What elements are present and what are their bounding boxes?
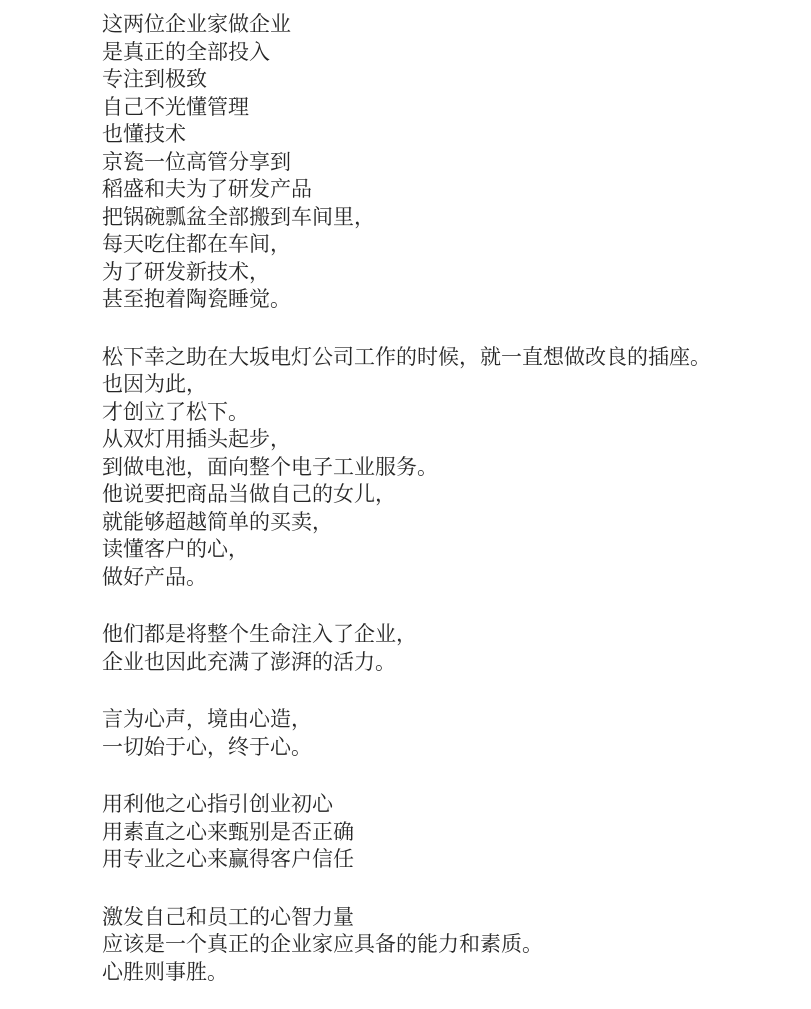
- text-line: 每天吃住都在车间，: [102, 233, 291, 256]
- text-line: 专注到极致: [102, 68, 207, 91]
- paragraph: [102, 344, 771, 592]
- paragraph: [102, 11, 771, 314]
- paragraph: [102, 791, 771, 874]
- text-line: 是真正的全部投入: [102, 40, 270, 64]
- text-line: 甚至抱着陶瓷睡觉。: [102, 288, 291, 311]
- text-line: 到做电池，面向整个电子工业服务。: [102, 455, 438, 479]
- text-line: 这两位企业家做企业: [102, 13, 291, 36]
- text-line: 为了研发新技术，: [102, 260, 270, 284]
- text-line: 把锅碗瓢盆全部搬到车间里，: [102, 205, 375, 229]
- text-line: 就能够超越简单的买卖，: [102, 510, 333, 534]
- text-line: 自己不光懂管理: [102, 95, 249, 119]
- paragraph: [102, 621, 771, 676]
- text-line: 用素直之心来甄别是否正确: [102, 820, 354, 844]
- text-line: 京瓷一位高管分享到: [102, 150, 291, 174]
- text-line: 用专业之心来赢得客户信任: [102, 848, 354, 871]
- text-line: 激发自己和员工的心智力量: [102, 905, 354, 929]
- text-line: 他们都是将整个生命注入了企业，: [102, 623, 417, 646]
- text-line: 也懂技术: [102, 123, 186, 146]
- text-line: 才创立了松下。: [102, 400, 249, 424]
- text-line: 应该是一个真正的企业家应具备的能力和素质。: [102, 933, 543, 956]
- text-line: 从双灯用插头起步，: [102, 428, 291, 451]
- text-line: 心胜则事胜。: [102, 960, 228, 984]
- text-line: 读懂客户的心，: [102, 538, 249, 561]
- text-line: 企业也因此充满了澎湃的活力。: [102, 650, 396, 674]
- text-line: 他说要把商品当做自己的女儿，: [102, 483, 396, 506]
- text-line: 稻盛和夫为了研发产品: [102, 178, 312, 201]
- text-line: 也因为此，: [102, 373, 207, 396]
- text-line: 松下幸之助在大坂电灯公司工作的时候，就一直想做改良的插座。: [102, 345, 711, 369]
- text-line: 一切始于心，终于心。: [102, 735, 312, 759]
- text-line: 做好产品。: [102, 565, 207, 589]
- text-line: 言为心声，境由心造，: [102, 708, 312, 731]
- text-line: 用利他之心指引创业初心: [102, 793, 333, 816]
- paragraph: [102, 706, 771, 761]
- paragraph: [102, 904, 771, 987]
